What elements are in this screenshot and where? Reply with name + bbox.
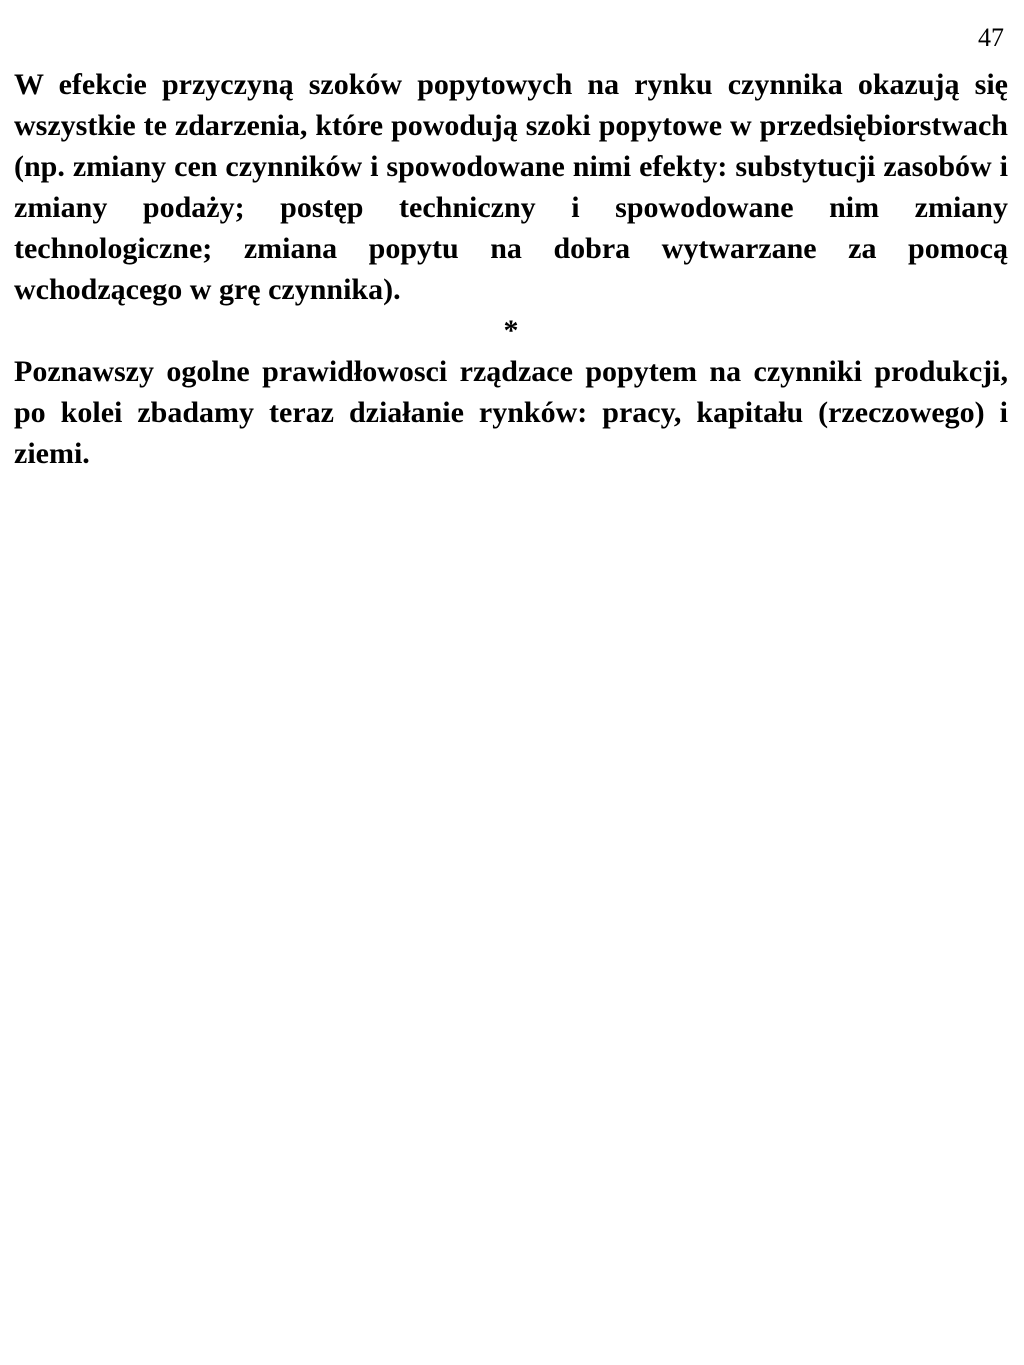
section-separator: * xyxy=(503,314,519,347)
paragraph-factor-markets: Poznawszy ogolne prawidłowosci rządzace popytem na czynniki produkcji, po kolei zbadamy teraz działanie rynków: pracy, kapitału (rzeczowego) i ziemi. xyxy=(14,355,1008,470)
page-content xyxy=(14,64,1008,474)
paragraph-demand-shocks: W efekcie przyczyną szoków popytowych na rynku czynnika okazują się wszystkie te zdarzenia, które powodują szoki popytowe w przedsiębiorstwach (np. zmiany cen czynników i spowodowane nimi efekty: substytucji zasobów i zmiany podaży; postęp techniczny i spowodowane nim zmiany technologiczne; zmiana popytu na dobra wytwarzane za pomocą wchodzącego w grę czynnika). xyxy=(14,68,1008,306)
page-number: 47 xyxy=(978,23,1004,52)
